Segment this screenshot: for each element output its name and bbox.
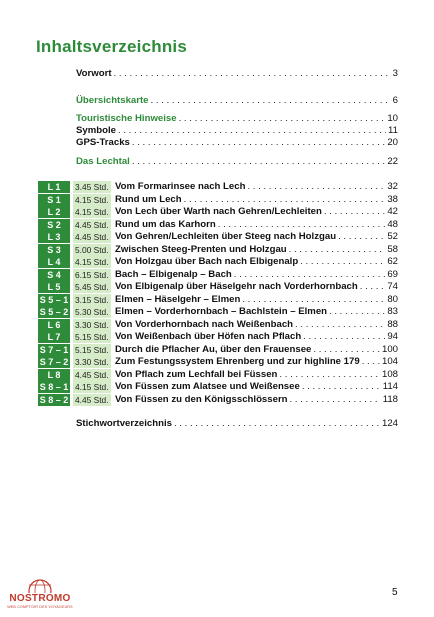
route-code-badge: S 3 [38, 244, 70, 256]
route-duration: 3.30 Std. [73, 319, 111, 331]
route-title: Zwischen Steeg-Prenten und Holzgau [115, 243, 287, 255]
leader-dots [362, 356, 380, 368]
page-title: Inhaltsverzeichnis [36, 37, 187, 56]
toc-entry-page: 124 [381, 418, 398, 429]
toc-entry-vorwort[interactable] [76, 68, 398, 80]
leader-dots [300, 256, 385, 268]
route-duration: 6.15 Std. [73, 269, 111, 281]
route-row[interactable] [38, 356, 398, 368]
route-row[interactable] [38, 281, 398, 293]
route-duration: 5.45 Std. [73, 281, 111, 293]
route-page: 83 [387, 306, 398, 317]
globe-icon [28, 577, 52, 593]
route-page: 100 [381, 343, 398, 355]
route-duration: 3.15 Std. [73, 294, 111, 306]
route-title: Bach – Elbigenalp – Bach [115, 268, 232, 280]
route-row[interactable] [38, 294, 398, 306]
route-title: Von Vorderhornbach nach Weißenbach [115, 318, 294, 330]
route-duration: 4.45 Std. [73, 369, 111, 381]
route-page: 80 [387, 293, 398, 305]
route-row[interactable] [38, 344, 398, 356]
route-page: 62 [387, 256, 398, 267]
toc-entry-page: 6 [392, 95, 398, 106]
route-duration: 5.30 Std. [73, 306, 111, 318]
route-duration: 5.15 Std. [73, 331, 111, 343]
toc-entry-label: Übersichtskarte [76, 95, 149, 106]
toc-entry-page: 20 [387, 137, 398, 148]
leader-dots [295, 319, 385, 331]
route-code-badge: L 3 [38, 231, 70, 243]
route-row[interactable] [38, 394, 398, 406]
route-row[interactable] [38, 231, 398, 243]
route-code-badge: S 7 – 2 [39, 357, 69, 367]
route-page: 42 [387, 206, 398, 217]
route-duration: 4.15 Std. [73, 256, 111, 268]
leader-dots [313, 344, 380, 356]
route-page: 94 [387, 331, 398, 342]
leader-dots [184, 194, 386, 206]
route-code-badge: S 4 [38, 269, 70, 281]
route-title: Rund um das Karhorn [115, 218, 216, 230]
route-page: 69 [387, 268, 398, 280]
route-page: 58 [387, 243, 398, 255]
leader-dots [118, 125, 386, 137]
toc-entry-stichwortverzeichnis[interactable] [76, 418, 398, 430]
toc-entry-touristische-hinweise[interactable] [76, 113, 398, 125]
route-page: 48 [387, 218, 398, 230]
route-page: 74 [387, 281, 398, 292]
leader-dots [174, 418, 380, 430]
toc-entry-label: Touristische Hinweise [76, 113, 177, 124]
watermark-logo [4, 577, 76, 613]
leader-dots [179, 113, 386, 125]
leader-dots [338, 231, 385, 243]
leader-dots [132, 137, 385, 149]
route-duration: 5.00 Std. [73, 244, 111, 256]
route-code-badge: S 5 – 1 [39, 294, 69, 305]
route-page: 52 [387, 231, 398, 242]
route-page: 108 [381, 368, 398, 380]
route-duration: 4.45 Std. [73, 219, 111, 231]
toc-entry-label: GPS-Tracks [76, 137, 130, 148]
route-page: 118 [382, 393, 398, 405]
route-title: Von Elbigenalp über Häselgehr nach Vorderhornbach [115, 281, 358, 292]
toc-entry-page: 3 [392, 68, 398, 79]
route-page: 32 [387, 181, 398, 192]
route-duration: 4.45 Std. [73, 394, 111, 406]
toc-entry-label: Vorwort [76, 68, 112, 79]
route-row[interactable] [38, 331, 398, 343]
leader-dots [114, 68, 391, 80]
toc-entry-page: 22 [387, 156, 398, 167]
toc-entry-symbole[interactable] [76, 125, 398, 137]
route-duration: 3.30 Std. [73, 356, 111, 368]
toc-entry-das-lechtal[interactable] [76, 156, 398, 168]
leader-dots [360, 281, 386, 293]
route-duration: 4.15 Std. [73, 206, 111, 218]
route-code-badge: S 1 [38, 194, 70, 206]
route-title: Rund um Lech [115, 193, 182, 205]
route-row[interactable] [38, 181, 398, 193]
leader-dots [132, 156, 385, 168]
route-code-badge: L 1 [38, 181, 70, 193]
route-duration: 4.15 Std. [73, 381, 111, 393]
route-code-badge: L 2 [38, 206, 70, 218]
route-duration: 5.15 Std. [73, 344, 111, 356]
route-title: Von Füssen zu den Königsschlössern [115, 393, 288, 405]
route-code-badge: L 5 [38, 281, 70, 293]
route-row[interactable] [38, 194, 398, 206]
toc-entry-page: 11 [388, 125, 398, 136]
leader-dots [247, 181, 385, 193]
route-title: Von Holzgau über Bach nach Elbigenalp [115, 256, 299, 267]
route-page: 104 [381, 356, 398, 367]
route-title: Von Füssen zum Alatsee und Weißensee [115, 381, 300, 392]
route-title: Von Weißenbach über Höfen nach Pflach [115, 331, 302, 342]
route-page: 38 [387, 193, 398, 205]
route-row[interactable] [38, 369, 398, 381]
route-title: Vom Formarinsee nach Lech [115, 181, 246, 192]
route-page: 88 [387, 318, 398, 330]
route-row[interactable] [38, 219, 398, 231]
route-code-badge: L 6 [38, 319, 70, 331]
route-title: Von Pflach zum Lechfall bei Füssen [115, 368, 278, 380]
leader-dots [290, 394, 381, 406]
route-duration: 4.15 Std. [73, 194, 111, 206]
route-row[interactable] [38, 306, 398, 318]
route-code-badge: S 8 – 2 [39, 394, 69, 405]
route-row[interactable] [38, 381, 398, 393]
leader-dots [242, 294, 385, 306]
toc-entry-label: Symbole [76, 125, 116, 136]
route-duration: 3.45 Std. [73, 181, 111, 193]
route-duration: 4.45 Std. [73, 231, 111, 243]
route-code-badge: S 5 – 2 [39, 307, 69, 317]
logo-tagline: WEB COMPTOIR DES VOYAGEURS [7, 605, 73, 609]
route-code-badge: L 4 [38, 256, 70, 268]
route-code-badge: S 8 – 1 [39, 382, 69, 392]
page-number: 5 [392, 587, 398, 598]
leader-dots [302, 381, 381, 393]
route-row[interactable] [38, 256, 398, 268]
route-code-badge: L 8 [38, 369, 70, 381]
leader-dots [329, 306, 385, 318]
route-title: Zum Festungssystem Ehrenberg und zur highline 179 [115, 356, 360, 367]
toc-entry-gps-tracks[interactable] [76, 137, 398, 149]
leader-dots [234, 269, 386, 281]
route-title: Durch die Pflacher Au, über den Frauensee [115, 343, 312, 355]
logo-name: NOSTROMO [9, 593, 71, 604]
route-title: Von Gehren/Lechleiten über Steeg nach Holzgau [115, 231, 337, 242]
route-code-badge: L 7 [38, 331, 70, 343]
route-code-badge: S 7 – 1 [39, 344, 69, 355]
leader-dots [324, 206, 385, 218]
route-title: Elmen – Häselgehr – Elmen [115, 293, 241, 305]
leader-dots [303, 331, 385, 343]
leader-dots [289, 244, 386, 256]
route-page: 114 [382, 381, 398, 392]
route-code-badge: S 2 [38, 219, 70, 231]
toc-entry-uebersichtskarte[interactable] [76, 95, 398, 107]
route-row[interactable] [38, 206, 398, 218]
route-title: Von Lech über Warth nach Gehren/Lechleiten [115, 206, 322, 217]
route-row[interactable] [38, 319, 398, 331]
toc-entry-page: 10 [387, 113, 398, 124]
leader-dots [218, 219, 386, 231]
leader-dots [151, 95, 391, 107]
leader-dots [279, 369, 380, 381]
toc-entry-label: Stichwortverzeichnis [76, 418, 172, 429]
toc-entry-label: Das Lechtal [76, 156, 130, 167]
route-title: Elmen – Vorderhornbach – Bachlstein – Elmen [115, 306, 328, 317]
route-row[interactable] [38, 269, 398, 281]
route-row[interactable] [38, 244, 398, 256]
